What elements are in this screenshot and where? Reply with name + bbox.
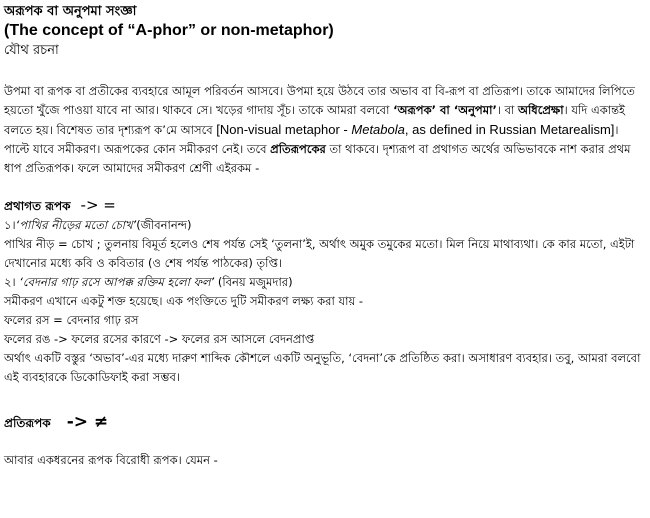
item2-number: ২। [4,275,16,289]
intro-english-1: [Non-visual metaphor - [216,122,352,137]
spacer [4,387,646,413]
intro-bold-pratirupak: প্রতিরূপকের [270,142,326,156]
intro-text-3: । যদি একান্তই বলতে হয়। বিশেষত তার দৃশ্যরূপ ক’মে আসবে [4,103,625,137]
intro-text-4: । পাল্টে যাবে সমীকরণ। অরূপকের কোন সমীকরণ নেই। তবে [4,123,619,156]
author-line: যৌথ রচনা [4,43,59,58]
item2-quote: ‘বেদনার গাঢ় রসে আপক্ক রক্তিম হলো ফল’ [19,275,215,289]
section1-line: ফলের রঙ -> ফলের রসের কারণে -> ফলের রস আসলে বেদনপ্রাপ্ত [4,332,315,346]
section1-item2 [4,273,646,292]
spacer [4,433,646,451]
spacer [4,178,646,196]
section1-line: অর্থাৎ একটি বস্তুর ‘অভাব’-এর মধ্যে দারুণ শাব্দিক কৌশলে একটি অনুভূতি, ‘বেদনা’কে প্রতিষ্ঠিত করা। অসাধারণ ব্যবহার। তবু, আমরা বলবো এই ব্যবহারকে ডিকোডিফাই করা সম্ভব। [4,351,641,384]
section2-line: আবার একধরনের রূপক বিরোধী রূপক। যেমন - [4,453,218,467]
intro-text-1: উপমা বা রূপক বা প্রতীকের ব্যবহারে আমূল পরিবর্তন আসবে। উপমা হয়ে উঠবে তার অভাব বা বি-রূপ বা প্রতিরূপ। তাকে আমাদের লিপিতে হয়তো খুঁজে পাওয়া যাবে না আর। থাকবে সে। খড়ের গাদায় সূঁচ। তাকে আমরা বলবো [4,84,635,117]
intro-paragraph [4,82,646,178]
item1-source: (জীবনানন্দ) [136,218,192,232]
section1-heading [4,196,646,216]
intro-text-2: । বা [496,103,519,117]
document-title: অরূপক বা অনুপমা সংজ্ঞা [4,4,137,19]
section1-line: সমীকরণ এখানে একটু শক্ত হয়েছে। এক পংক্তিতে দুটি সমীকরণ লক্ষ্য করা যায় - [4,294,364,308]
section1-line: ফলের রস = বেদনার গাঢ় রস [4,313,139,327]
section1-symbol: -> = [80,196,116,214]
item2-source: (বিনয় মজুমদার) [217,275,293,289]
item1-number: ১। [4,218,16,232]
document-subtitle: (The concept of “A-phor” or non-metaphor) [4,22,334,39]
intro-bold-adhiprekkha: অধিপ্রেক্ষা [518,103,564,117]
intro-text-5: তা থাকবে। দৃশ্যরূপ বা প্রথাগত অর্থের অভিভাবকে নাশ করার প্রথম ধাপ প্রতিরূপক। ফলে আমাদের সমীকরণ শ্রেণী এইরকম - [4,142,631,175]
section2-symbol: -> ≠ [66,412,109,432]
intro-bold-arupak: ‘অরূপক’ বা ‘অনুপমা’ [393,103,497,117]
section1-heading-text: প্রথাগত রূপক [4,199,71,213]
intro-english-2: , as defined in Russian Metarealism] [404,122,615,137]
intro-english-italic: Metabola [351,122,405,137]
section2-heading [4,413,646,433]
section1-item1-explanation: পাখির নীড় = চোখ ; তুলনায় বিমূর্ত হলেও শেষ পর্যন্ত সেই ‘তুলনা’ই, অর্থাৎ অমুক তমুকের মতো। মিল নিয়ে মাথাব্যথা। কে কার মতো, এইটা দেখানোর মধ্যে কবি ও কবিতার (ও শেষ পর্যন্ত পাঠকের) তৃপ্তি। [4,237,635,270]
section2-heading-text: প্রতিরূপক [4,416,51,430]
item1-quote: ‘পাখির নীড়ের মতো চোখ’ [15,218,137,232]
section1-item1 [4,216,646,235]
